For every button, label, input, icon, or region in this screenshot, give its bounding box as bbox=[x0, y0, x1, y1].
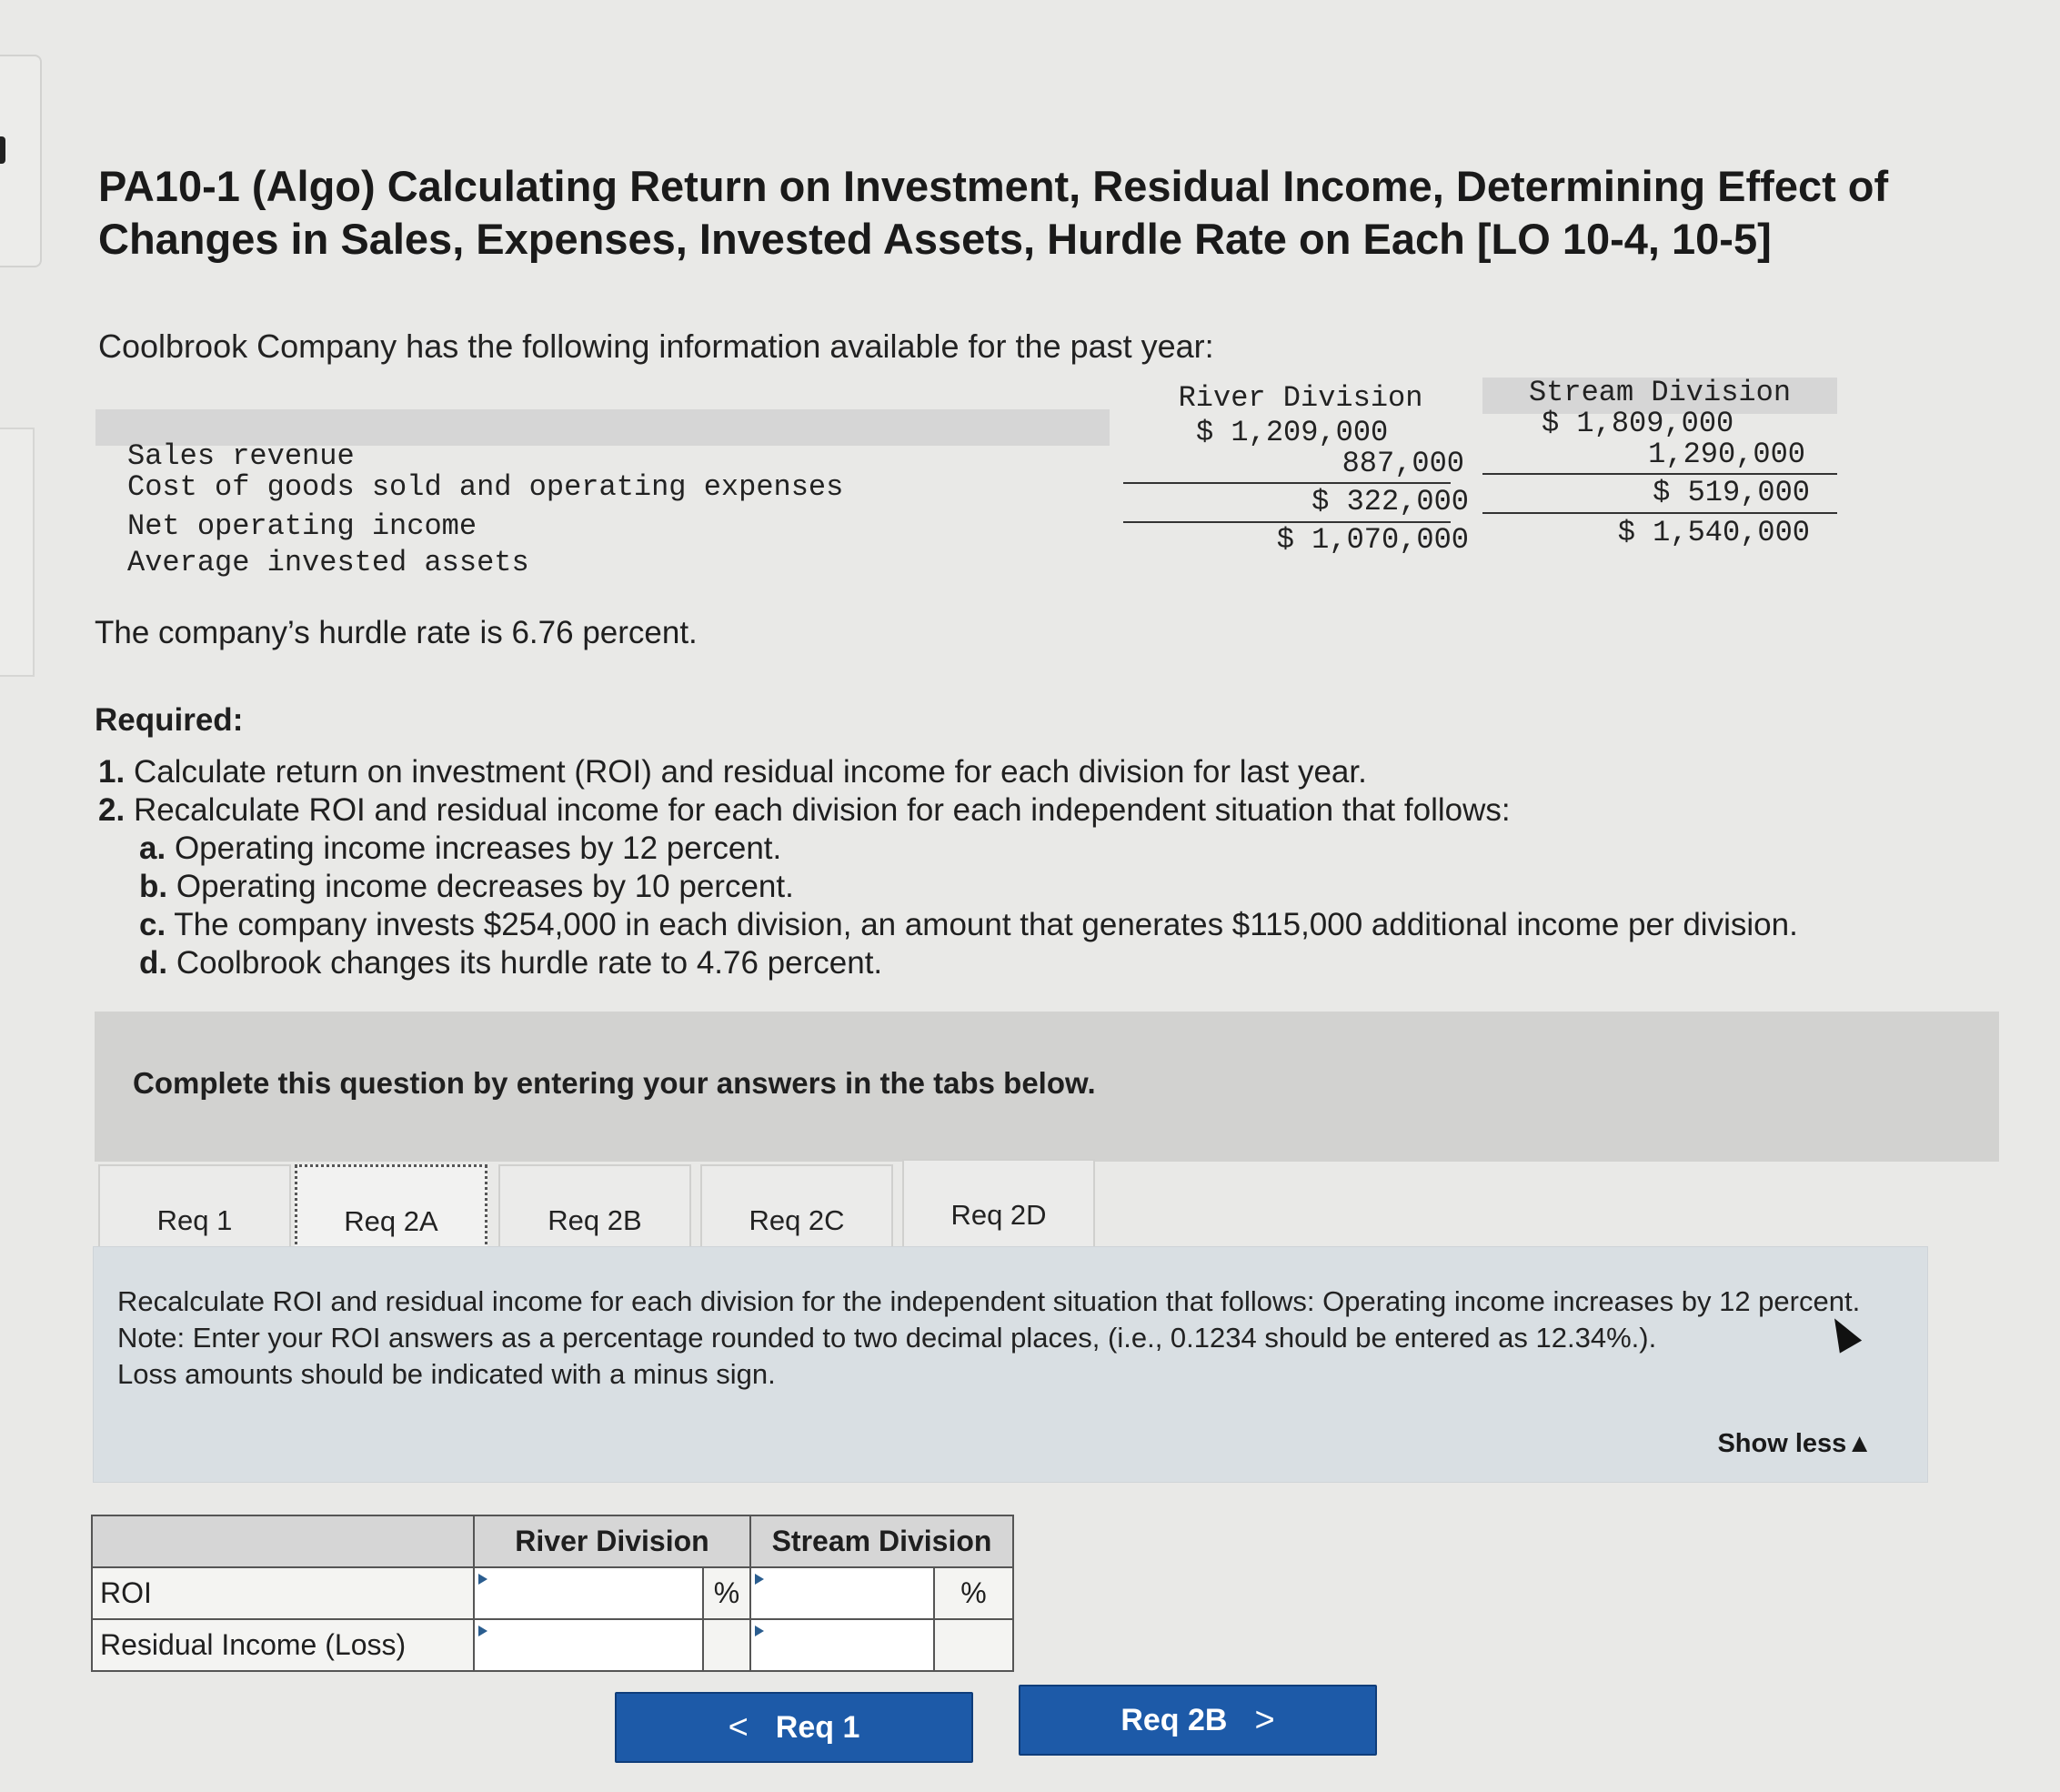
instructions-banner-text: Complete this question by entering your answers in the tabs below. bbox=[133, 1066, 1096, 1100]
tab-req-2d[interactable]: Req 2D bbox=[902, 1159, 1095, 1270]
hurdle-rate-text: The company’s hurdle rate is 6.76 percent. bbox=[95, 615, 698, 650]
stream-assets: $ 1,540,000 bbox=[1617, 516, 1810, 549]
tab-req-2c[interactable]: Req 2C bbox=[700, 1164, 893, 1275]
tab-req-2b[interactable]: Req 2B bbox=[498, 1164, 691, 1275]
next-req-2b-button[interactable] bbox=[1019, 1685, 1377, 1756]
prev-button-label: Req 1 bbox=[775, 1709, 860, 1745]
river-assets: $ 1,070,000 bbox=[1276, 523, 1469, 557]
col-header-stream: Stream Division bbox=[1528, 376, 1792, 409]
river-sales: $ 1,209,000 bbox=[1196, 416, 1389, 449]
next-button-label: Req 2B bbox=[1120, 1702, 1228, 1737]
river-roi-cell[interactable] bbox=[474, 1567, 703, 1619]
panel-instructions bbox=[117, 1284, 1900, 1393]
stream-total-line bbox=[1482, 512, 1837, 514]
stream-subtotal-line bbox=[1482, 473, 1837, 475]
stream-ri-cell[interactable] bbox=[750, 1619, 934, 1671]
prev-req-1-button[interactable] bbox=[615, 1692, 973, 1763]
river-subtotal-line bbox=[1123, 482, 1451, 484]
col-header-river: River Division bbox=[1178, 381, 1423, 415]
river-ri-cell[interactable] bbox=[474, 1619, 703, 1671]
river-ri-input[interactable] bbox=[475, 1623, 702, 1668]
instructions-banner bbox=[95, 1012, 1999, 1162]
row-label-assets: Average invested assets bbox=[127, 546, 529, 579]
river-cogs: 887,000 bbox=[1342, 447, 1464, 480]
requirement-2: 2. Recalculate ROI and residual income for each division for each independent situation that follows: bbox=[98, 792, 1511, 828]
answer-col-river: River Division bbox=[474, 1515, 750, 1567]
requirement-2c: c. The company invests $254,000 in each division, an amount that generates $115,000 additional income per division. bbox=[139, 907, 1798, 942]
stream-roi-input[interactable] bbox=[751, 1571, 933, 1616]
required-heading: Required: bbox=[95, 702, 244, 738]
side-panel-edge-lower bbox=[0, 428, 35, 677]
stream-sales: $ 1,809,000 bbox=[1542, 407, 1734, 440]
river-roi-input[interactable] bbox=[475, 1571, 702, 1616]
answer-table bbox=[91, 1515, 1014, 1672]
river-ri-spacer bbox=[703, 1619, 750, 1671]
stream-roi-cell[interactable] bbox=[750, 1567, 934, 1619]
tab-req-2a[interactable]: Req 2A bbox=[295, 1164, 487, 1279]
row-label-noi: Net operating income bbox=[127, 509, 477, 543]
intro-text: Coolbrook Company has the following information available for the past year: bbox=[98, 327, 1214, 365]
panel-note-2: Loss amounts should be indicated with a minus sign. bbox=[117, 1358, 776, 1390]
requirement-1: 1. Calculate return on investment (ROI) and residual income for each division for last year. bbox=[98, 754, 1367, 790]
stream-noi: $ 519,000 bbox=[1653, 476, 1810, 509]
answer-table-corner bbox=[92, 1515, 474, 1567]
stream-roi-pct: % bbox=[934, 1567, 1013, 1619]
question-panel bbox=[93, 1246, 1928, 1483]
chevron-left-icon: < bbox=[728, 1707, 749, 1747]
chevron-right-icon: > bbox=[1254, 1700, 1275, 1739]
side-handle bbox=[0, 136, 5, 164]
panel-instruction-text: Recalculate ROI and residual income for each division for the independent situation that follows: Operating income increases by 12 percent. bbox=[117, 1285, 1861, 1317]
answer-row-residual-income: Residual Income (Loss) bbox=[92, 1619, 474, 1671]
panel-note: Note: Enter your ROI answers as a percentage rounded to two decimal places, (i.e., 0.1234 should be entered as 12.34%.). bbox=[117, 1322, 1657, 1354]
show-less-link[interactable]: Show less▲ bbox=[1717, 1429, 1873, 1458]
river-roi-pct: % bbox=[703, 1567, 750, 1619]
stream-ri-input[interactable] bbox=[751, 1623, 933, 1668]
page-title: PA10-1 (Algo) Calculating Return on Investment, Residual Income, Determining Effect of Changes in Sales, Expenses, Invested Assets, Hurdle Rate on Each [LO 10-4, 10-5] bbox=[98, 162, 1889, 263]
requirement-2a: a. Operating income increases by 12 percent. bbox=[139, 831, 782, 866]
river-noi: $ 322,000 bbox=[1311, 485, 1469, 518]
side-panel-edge bbox=[0, 55, 42, 267]
requirement-2b: b. Operating income decreases by 10 percent. bbox=[139, 869, 794, 904]
answer-col-stream: Stream Division bbox=[750, 1515, 1013, 1567]
answer-row-roi: ROI bbox=[92, 1567, 474, 1619]
tab-req-1[interactable]: Req 1 bbox=[98, 1164, 291, 1275]
requirement-2d: d. Coolbrook changes its hurdle rate to 4.76 percent. bbox=[139, 945, 883, 981]
requirements-list bbox=[98, 753, 1798, 982]
row-label-sales: Sales revenue bbox=[127, 439, 355, 473]
stream-ri-spacer bbox=[934, 1619, 1013, 1671]
division-info-table bbox=[95, 378, 1837, 587]
stream-cogs: 1,290,000 bbox=[1648, 438, 1805, 471]
row-label-cogs: Cost of goods sold and operating expenses bbox=[127, 470, 844, 504]
